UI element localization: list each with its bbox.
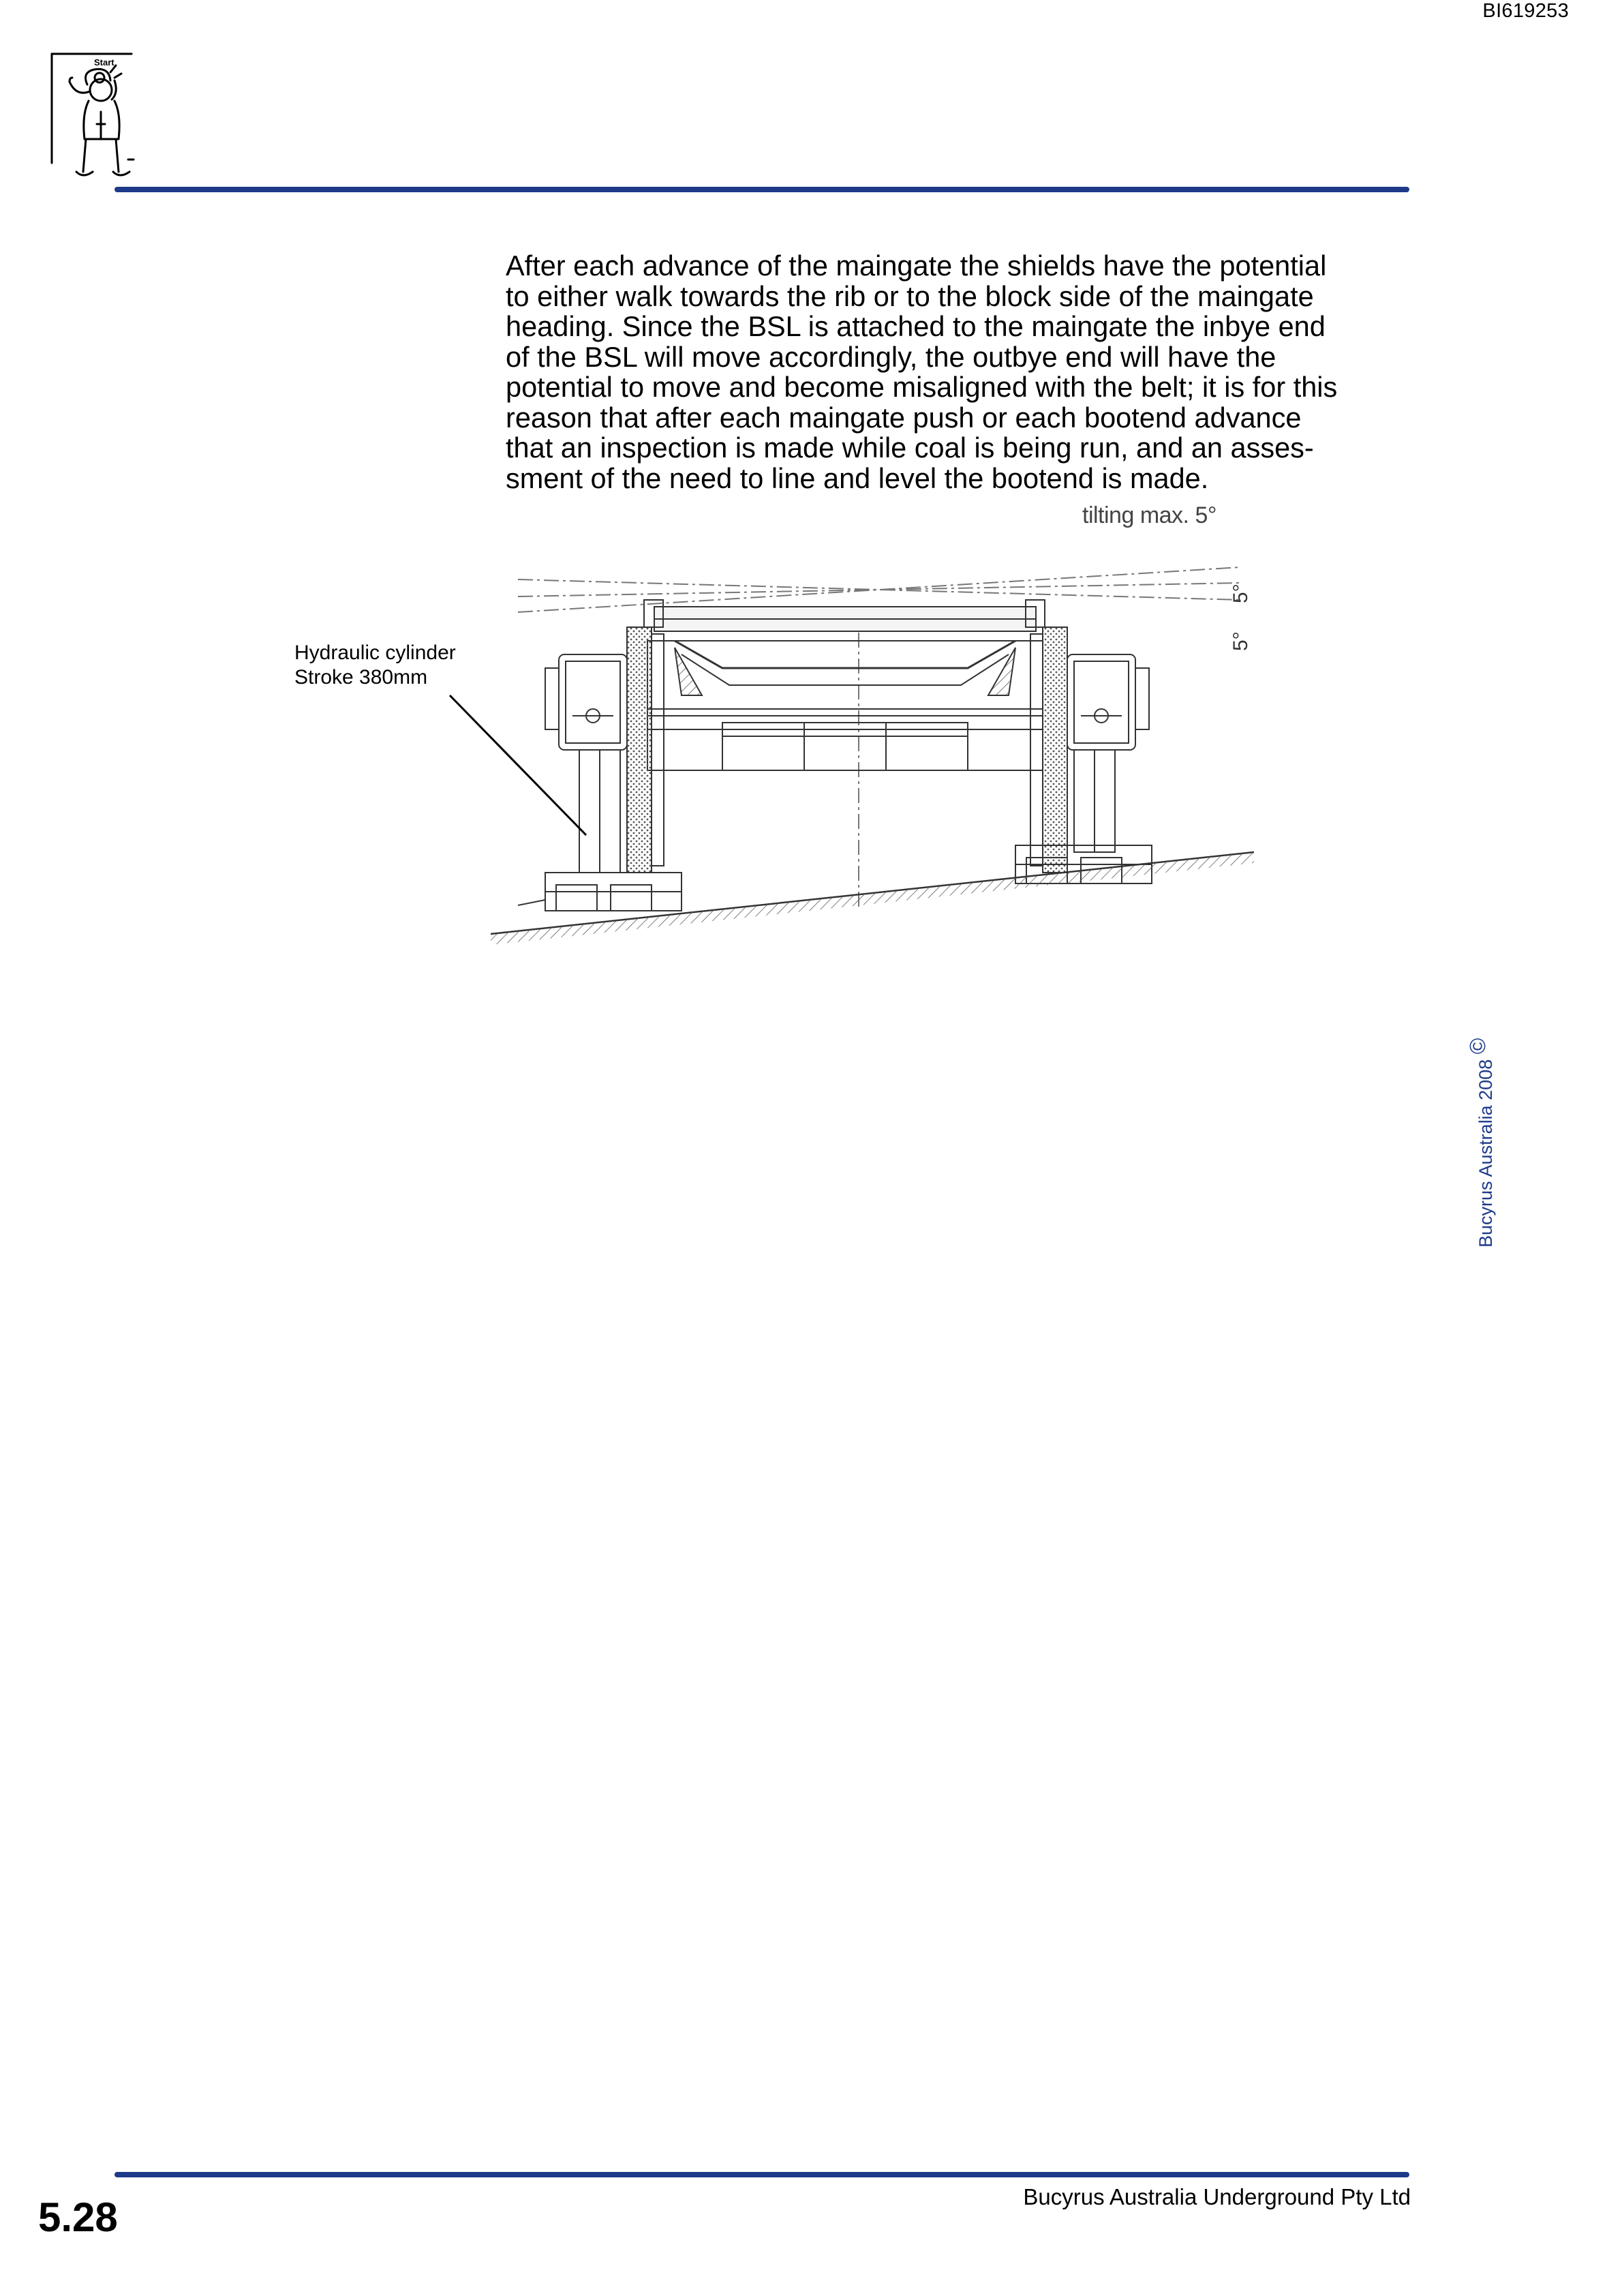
document-id: BI619253 [1482, 0, 1569, 22]
page-number: 5.28 [38, 2194, 118, 2240]
header-rule [114, 187, 1409, 192]
body-paragraph: After each advance of the maingate the shields have the potential to either walk towards the rib or to the block side of the maingate heading. Since the BSL is attached to the maingate the inbye end of the BSL will move accordingly, the outbye end will have the potential to move and become misaligned with the belt; it is for this reason that after each maingate push or each bootend advance that an inspection is made while coal is being run, and an asses- sment of the need to line and level the bootend is made. [506, 250, 1338, 494]
angle-label-lower: 5° [1229, 631, 1252, 651]
tilt-label: tilting max. 5° [1082, 502, 1216, 528]
callout-line1: Hydraulic cylinder [294, 641, 456, 664]
callout-line2: Stroke 380mm [294, 666, 428, 689]
copyright-symbol: © [1465, 1038, 1490, 1055]
angle-label-upper: 5° [1229, 584, 1252, 603]
copyright-text: Bucyrus Australia 2008 [1475, 1059, 1496, 1248]
start-worker-icon [46, 50, 135, 187]
copyright-notice [1465, 866, 1506, 1248]
company-name: Bucyrus Australia Underground Pty Ltd [1023, 2184, 1411, 2209]
hydraulic-cylinder-callout [294, 641, 456, 690]
start-label: Start [94, 57, 114, 67]
footer-rule [114, 2172, 1409, 2177]
callout-pointer [436, 682, 600, 845]
